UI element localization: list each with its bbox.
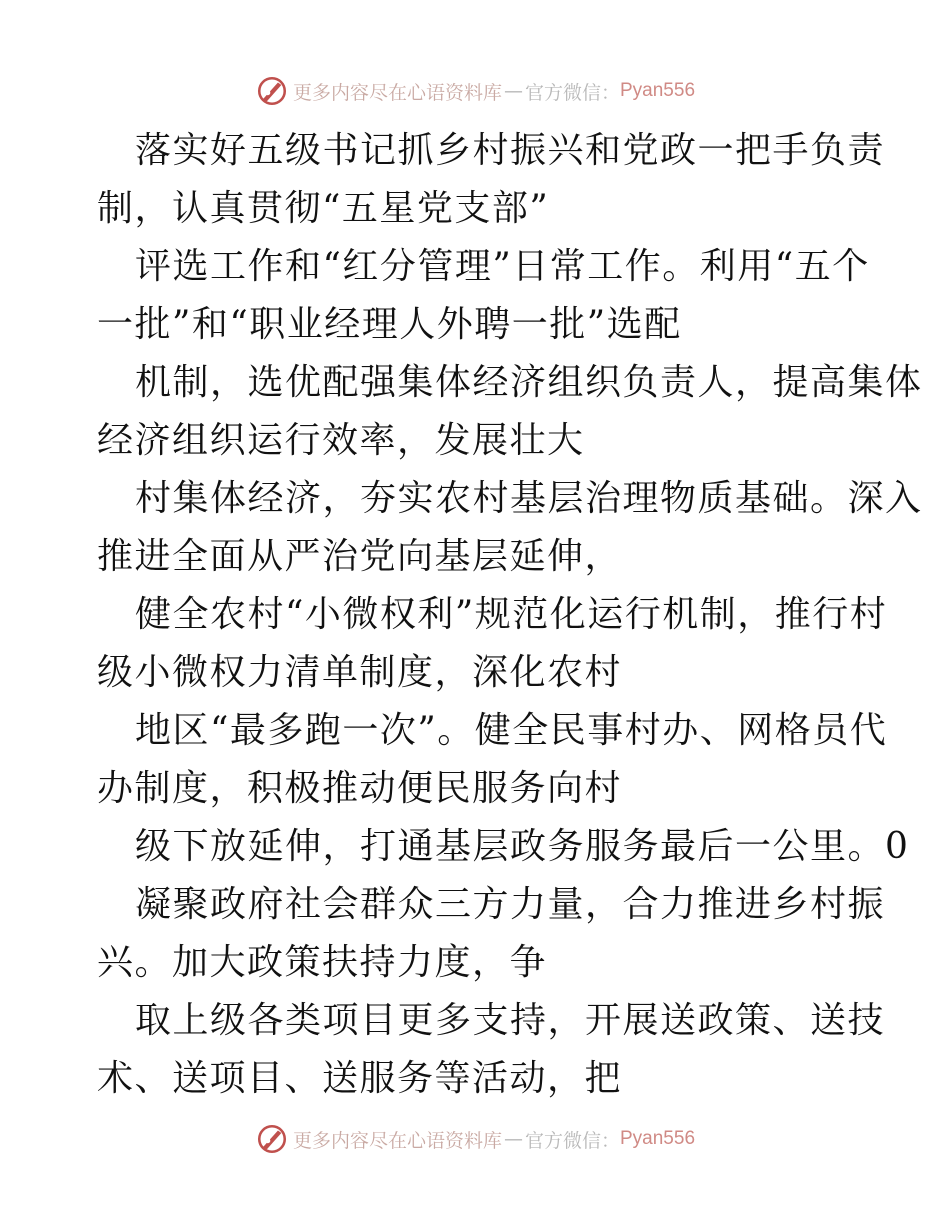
- header-watermark: [0, 71, 950, 111]
- paragraph: [97, 992, 886, 1108]
- paragraph-line: 村集体经济，夯实农村基层治理物质基础。深入: [135, 478, 923, 519]
- paragraph: [97, 354, 923, 470]
- paragraph-line: 办制度，积极推动便民服务向村: [97, 768, 623, 809]
- paragraph-line: 评选工作和“红分管理”日常工作。利用“五个: [135, 246, 870, 287]
- paragraph: [97, 818, 910, 876]
- paragraph-line: 凝聚政府社会群众三方力量，合力推进乡村振: [135, 884, 886, 925]
- watermark-wechat-label: 官方微信：: [524, 1129, 620, 1152]
- quill-seal-icon: [255, 74, 289, 108]
- paragraph-line: 机制，选优配强集体经济组织负责人，提高集体: [135, 362, 923, 403]
- watermark-separator: —: [503, 80, 523, 102]
- paragraph: [97, 122, 886, 238]
- paragraph: [97, 586, 888, 702]
- watermark-wechat-id: Pyan556: [620, 1128, 696, 1149]
- quill-seal-icon: [255, 1122, 289, 1156]
- watermark-site-text: 更多内容尽在心语资料库: [292, 1129, 502, 1152]
- paragraph-line: 一批”和“职业经理人外聘一批”选配: [97, 304, 682, 345]
- paragraph-line: 经济组织运行效率，发展壮大: [97, 420, 585, 461]
- paragraph-line: 兴。加大政策扶持力度，争: [97, 942, 548, 983]
- watermark-wechat-id: Pyan556: [620, 80, 696, 101]
- paragraph-line: 级小微权力清单制度，深化农村: [97, 652, 623, 693]
- watermark-separator: —: [503, 1128, 523, 1150]
- paragraph: [97, 470, 923, 586]
- paragraph: [97, 876, 886, 992]
- document-body: [97, 122, 923, 1108]
- paragraph-line: 落实好五级书记抓乡村振兴和党政一把手负责: [135, 130, 886, 171]
- paragraph-line: 术、送项目、送服务等活动，把: [97, 1058, 623, 1099]
- watermark-site-text: 更多内容尽在心语资料库: [292, 81, 502, 104]
- watermark-wechat-label: 官方微信：: [524, 81, 620, 104]
- paragraph-line: 制，认真贯彻“五星党支部”: [97, 188, 550, 229]
- paragraph: [97, 702, 888, 818]
- footer-watermark: [0, 1119, 950, 1159]
- paragraph-line: 级下放延伸，打通基层政务服务最后一公里。0: [135, 826, 910, 867]
- paragraph-line: 健全农村“小微权利”规范化运行机制，推行村: [135, 594, 888, 635]
- paragraph: [97, 238, 870, 354]
- paragraph-line: 推进全面从严治党向基层延伸，: [97, 536, 623, 577]
- paragraph-line: 取上级各类项目更多支持，开展送政策、送技: [135, 1000, 886, 1041]
- paragraph-line: 地区“最多跑一次”。健全民事村办、网格员代: [135, 710, 888, 751]
